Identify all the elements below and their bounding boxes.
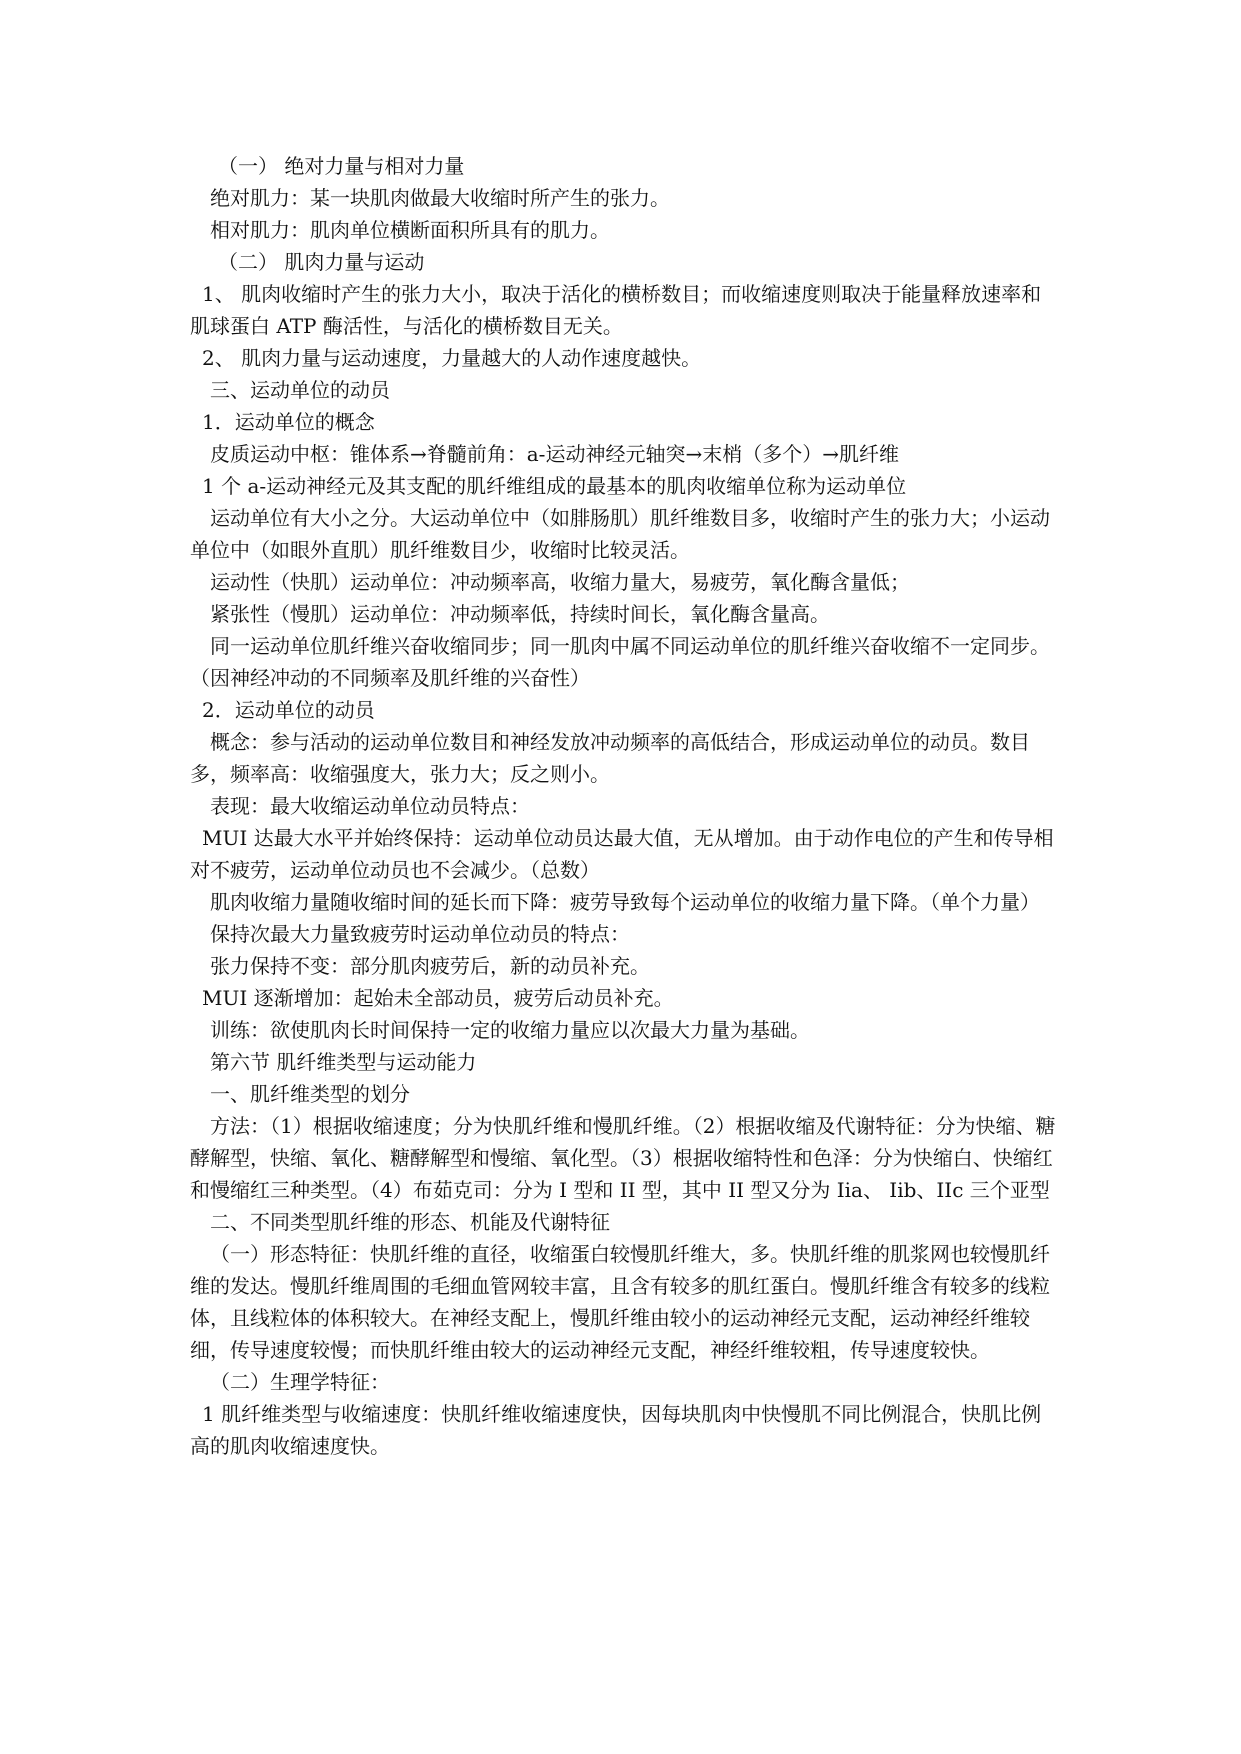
paragraph: 1、 肌肉收缩时产生的张力大小，取决于活化的横桥数目；而收缩速度则取决于能量释放速率和肌球蛋白 ATP 酶活性，与活化的横桥数目无关。 (190, 282, 1042, 338)
paragraph: 相对肌力：肌肉单位横断面积所具有的肌力。 (210, 218, 610, 242)
paragraph: 训练：欲使肌肉长时间保持一定的收缩力量应以次最大力量为基础。 (210, 1018, 810, 1042)
paragraph: 三、运动单位的动员 (210, 378, 390, 402)
document-body (190, 150, 1058, 1462)
paragraph: 概念：参与活动的运动单位数目和神经发放冲动频率的高低结合，形成运动单位的动员。数目多，频率高：收缩强度大，张力大；反之则小。 (190, 730, 1030, 786)
paragraph: MUI 逐渐增加：起始未全部动员，疲劳后动员补充。 (202, 986, 674, 1010)
paragraph: 一、肌纤维类型的划分 (210, 1082, 410, 1106)
paragraph: 2、 肌肉力量与运动速度，力量越大的人动作速度越快。 (202, 346, 702, 370)
paragraph: 运动性（快肌）运动单位：冲动频率高，收缩力量大，易疲劳，氧化酶含量低； (210, 570, 910, 594)
paragraph: （二） 肌肉力量与运动 (218, 250, 425, 274)
paragraph: 1 肌纤维类型与收缩速度：快肌纤维收缩速度快，因每块肌肉中快慢肌不同比例混合，快肌比例高的肌肉收缩速度快。 (190, 1402, 1042, 1458)
paragraph: 绝对肌力：某一块肌肉做最大收缩时所产生的张力。 (210, 186, 670, 210)
paragraph: 1 个 a-运动神经元及其支配的肌纤维组成的最基本的肌肉收缩单位称为运动单位 (202, 474, 907, 498)
paragraph: （二）生理学特征： (210, 1370, 390, 1394)
paragraph: 肌肉收缩力量随收缩时间的延长而下降：疲劳导致每个运动单位的收缩力量下降。（单个力量） (210, 890, 1040, 914)
paragraph: 二、不同类型肌纤维的形态、机能及代谢特征 (210, 1210, 610, 1234)
paragraph: 第六节 肌纤维类型与运动能力 (210, 1050, 477, 1074)
paragraph: 2．运动单位的动员 (202, 698, 375, 722)
paragraph: 1．运动单位的概念 (202, 410, 375, 434)
paragraph: （一）形态特征：快肌纤维的直径，收缩蛋白较慢肌纤维大，多。快肌纤维的肌浆网也较慢肌纤维的发达。慢肌纤维周围的毛细血管网较丰富，且含有较多的肌红蛋白。慢肌纤维含有较多的线粒体，且线粒体的体积较大。在神经支配上，慢肌纤维由较小的运动神经元支配，运动神经纤维较细，传导速度较慢；而快肌纤维由较大的运动神经元支配，神经纤维较粗，传导速度较快。 (190, 1242, 1050, 1362)
paragraph: 保持次最大力量致疲劳时运动单位动员的特点： (210, 922, 630, 946)
paragraph: MUI 达最大水平并始终保持：运动单位动员达最大值，无从增加。由于动作电位的产生和传导相对不疲劳，运动单位动员也不会减少。（总数） (190, 826, 1054, 882)
paragraph: 运动单位有大小之分。大运动单位中（如腓肠肌）肌纤维数目多，收缩时产生的张力大；小运动单位中（如眼外直肌）肌纤维数目少，收缩时比较灵活。 (190, 506, 1050, 562)
paragraph: 表现：最大收缩运动单位动员特点： (210, 794, 530, 818)
paragraph: 紧张性（慢肌）运动单位：冲动频率低，持续时间长，氧化酶含量高。 (210, 602, 830, 626)
paragraph: 方法：（1）根据收缩速度；分为快肌纤维和慢肌纤维。（2）根据收缩及代谢特征：分为快缩、糖酵解型，快缩、氧化、糖酵解型和慢缩、氧化型。（3）根据收缩特性和色泽：分为快缩白、快缩红和慢缩红三种类型。（4）布茹克司：分为 I 型和 II 型，其中 II 型又分为 Iia、 Iib、IIc 三个亚型 (190, 1114, 1056, 1202)
paragraph: 张力保持不变：部分肌肉疲劳后，新的动员补充。 (210, 954, 650, 978)
paragraph: 同一运动单位肌纤维兴奋收缩同步；同一肌肉中属不同运动单位的肌纤维兴奋收缩不一定同步。（因神经冲动的不同频率及肌纤维的兴奋性） (190, 634, 1050, 690)
paragraph: （一） 绝对力量与相对力量 (218, 154, 465, 178)
paragraph: 皮质运动中枢：锥体系→脊髓前角：a-运动神经元轴突→末梢（多个）→肌纤维 (210, 442, 899, 466)
